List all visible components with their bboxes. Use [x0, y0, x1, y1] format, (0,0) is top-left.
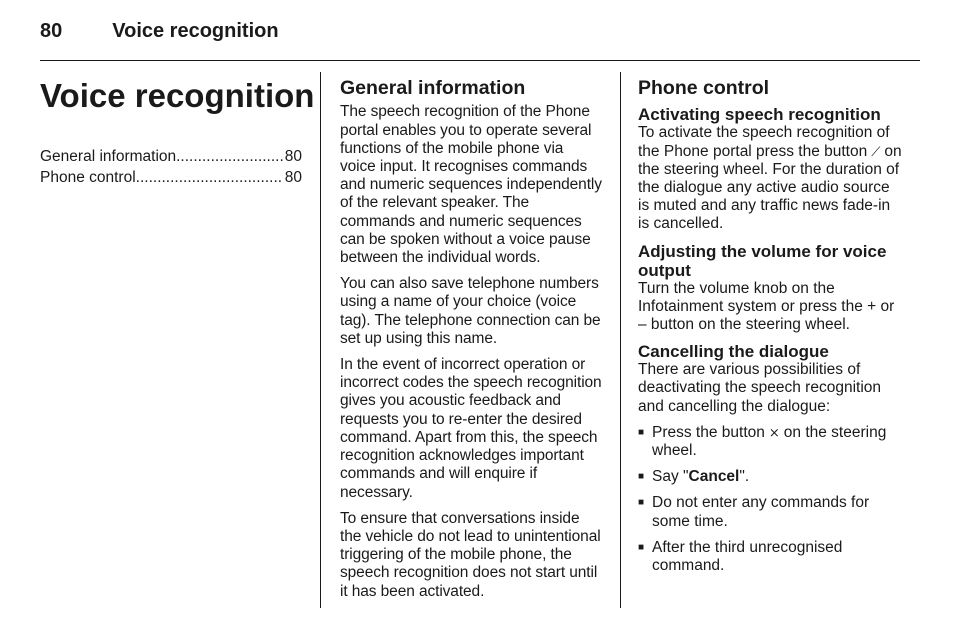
toc-entry[interactable] [40, 146, 302, 167]
list-item: ■ After the third unrecognised command. [638, 539, 903, 575]
text: Say " [652, 468, 689, 486]
voice-recognition-icon: ⟋ [871, 143, 881, 159]
page-number: 80 [40, 20, 63, 42]
section-heading: Phone control [638, 77, 770, 99]
toc-label: General information [40, 148, 177, 166]
toc-page: 80 [284, 148, 302, 166]
page-header [40, 20, 279, 44]
main-title: Voice recognition [40, 77, 315, 114]
list-item: ■ Do not enter any commands for some time. [638, 494, 903, 530]
toc-entry[interactable] [40, 167, 302, 188]
bullet-list [638, 424, 903, 575]
list-item [638, 424, 903, 460]
toc-label: Phone control [40, 169, 136, 187]
subsection-heading: Cancelling the dialogue [638, 342, 829, 362]
column-divider [620, 72, 621, 608]
general-info-column [340, 78, 602, 609]
header-rule [40, 60, 920, 61]
paragraph: Turn the volume knob on the Infotainment system or press the + or – button on the steering wheel. [638, 279, 895, 334]
toc-leader-dots [176, 146, 283, 167]
text: on the steering wheel. [652, 423, 887, 460]
subsection-heading: Adjusting the volume for voice output [638, 241, 887, 280]
paragraph: There are various possibilities of deactivating the speech recognition and cancelling the dialogue: [638, 361, 881, 415]
paragraph: To ensure that conversations inside the vehicle do not lead to unintentional triggering of the mobile phone, the speech recognition does not start until it has been activated. [340, 509, 601, 600]
toc-page: 80 [284, 169, 302, 187]
end-call-icon: ⨯ [768, 424, 780, 440]
paragraph [638, 124, 903, 233]
text: ". [739, 468, 750, 486]
cancel-command: Cancel [688, 468, 740, 486]
column-divider [320, 72, 321, 608]
paragraph: You can also save telephone numbers using a name of your choice (voice tag). The telephone connection can be set up using this name. [340, 275, 601, 347]
text: on the steering wheel. For the duration of the dialogue any active audio source is muted and any traffic news fade-in is cancelled. [638, 142, 902, 233]
section-heading: General information [340, 77, 526, 99]
paragraph: The speech recognition of the Phone portal enables you to operate several functions of the mobile phone via voice input. It recognises commands and numeric sequences independently of the relevant speaker. The commands and numeric sequences can be spoken without a voice pause between the individual words. [340, 103, 602, 267]
list-item [638, 468, 903, 486]
text: Press the button [652, 423, 765, 441]
phone-control-column [638, 78, 903, 583]
toc-column [40, 77, 315, 188]
text: To activate the speech recognition of the Phone portal press the button [638, 124, 890, 160]
toc-leader-dots [136, 167, 283, 188]
subsection-heading: Activating speech recognition [638, 105, 881, 125]
chapter-title: Voice recognition [112, 20, 279, 42]
paragraph: In the event of incorrect operation or incorrect codes the speech recognition gives you acoustic feedback and requests you to re-enter the desired command. Apart from this, the speech recognition acknowledges important commands and will enquire if necessary. [340, 356, 602, 501]
